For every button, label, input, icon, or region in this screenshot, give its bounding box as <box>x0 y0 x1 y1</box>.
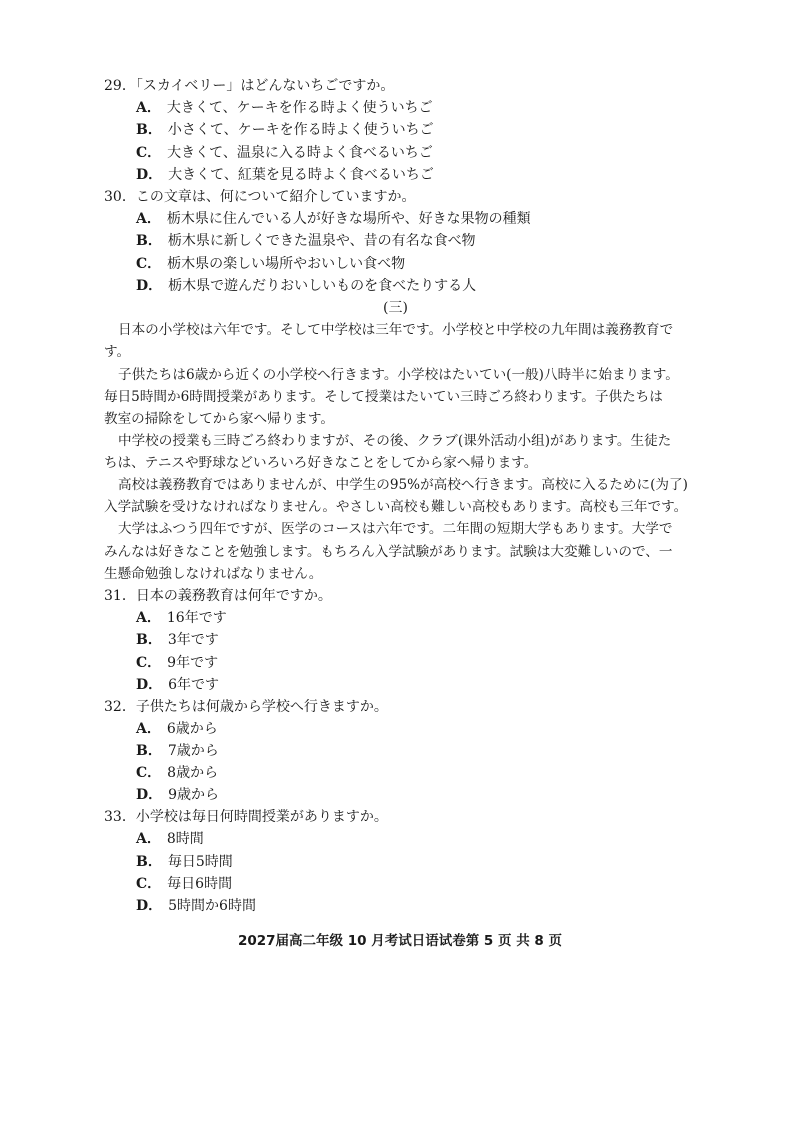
question-30-option-d <box>136 276 476 296</box>
passage-line: 子供たちは6歳から近くの小学校へ行きます。小学校はたいてい(一般)八時半に始まります。 <box>118 367 679 383</box>
option-letter: D． <box>136 787 163 803</box>
option-letter: B． <box>136 233 162 249</box>
question-33-option-a <box>136 829 204 849</box>
option-text: 9歳から <box>168 787 220 803</box>
question-29-option-c <box>136 143 433 163</box>
question-29-option-b <box>136 120 434 140</box>
section-title: (三) <box>383 300 408 316</box>
option-text: 毎日6時間 <box>167 876 233 892</box>
question-32-option-a <box>136 719 218 739</box>
question-31-option-a <box>136 608 227 628</box>
option-letter: C． <box>136 145 162 161</box>
option-letter: A． <box>136 610 161 626</box>
option-letter: D． <box>136 278 163 294</box>
option-letter: D． <box>136 677 163 693</box>
option-text: 8時間 <box>166 831 204 847</box>
option-letter: D． <box>136 898 163 914</box>
question-31-option-d <box>136 675 219 695</box>
option-letter: B． <box>136 632 162 648</box>
question-32-stem: 32．子供たちは何歳から学校へ行きますか。 <box>104 699 388 715</box>
option-text: 9年です <box>167 655 219 671</box>
option-text: 6歳から <box>166 721 218 737</box>
question-32-option-c <box>136 763 218 783</box>
passage-line: 高校は義務教育ではありませんが、中学生の95%が高校へ行きます。高校に入るために(为了) <box>118 477 688 493</box>
option-letter: C． <box>136 655 162 671</box>
question-31-option-b <box>136 630 219 650</box>
option-text: 大きくて、紅葉を見る時よく食べるいちご <box>168 167 434 183</box>
question-30-option-c <box>136 254 405 274</box>
option-text: 8歳から <box>167 765 219 781</box>
passage-line: 中学校の授業も三時ごろ終わりますが、その後、クラブ(课外活动小组)があります。生徒た <box>118 433 672 449</box>
option-text: 5時間か6時間 <box>168 898 256 914</box>
option-text: 16年です <box>166 610 227 626</box>
question-31-stem: 31．日本の義務教育は何年ですか。 <box>104 588 332 604</box>
option-letter: A． <box>136 211 161 227</box>
option-text: 3年です <box>167 632 219 648</box>
option-text: 栃木県に住んでいる人が好きな場所や、好きな果物の種類 <box>166 211 531 227</box>
option-letter: A． <box>136 831 161 847</box>
option-letter: B． <box>136 122 162 138</box>
passage-line: 教室の掃除をしてから家へ帰ります。 <box>104 411 335 427</box>
question-30-stem: 30．この文章は、何について紹介していますか。 <box>104 189 416 205</box>
option-letter: B． <box>136 743 162 759</box>
option-text: 毎日5時間 <box>167 854 233 870</box>
question-30-option-b <box>136 231 476 251</box>
passage-line: ちは、テニスや野球などいろいろ好きなことをしてから家へ帰ります。 <box>104 455 538 471</box>
question-33-option-d <box>136 896 256 916</box>
passage-line: みんなは好きなことを勉強します。もちろん入学試験があります。試験は大変難しいので、一 <box>104 544 673 560</box>
option-text: 小さくて、ケーキを作る時よく使ういちご <box>167 122 434 138</box>
option-letter: C． <box>136 256 162 272</box>
passage-line: 入学試験を受けなければなりません。やさしい高校も難しい高校もあります。高校も三年です。 <box>104 499 688 515</box>
option-letter: A． <box>136 721 161 737</box>
question-32-option-d <box>136 785 219 805</box>
option-letter: A． <box>136 100 161 116</box>
option-letter: C． <box>136 765 162 781</box>
option-text: 大きくて、ケーキを作る時よく使ういちご <box>166 100 433 116</box>
passage-line: 毎日5時間か6時間授業があります。そして授業はたいてい三時ごろ終わります。子供たちは <box>104 389 663 405</box>
option-text: 7歳から <box>167 743 219 759</box>
option-text: 6年です <box>168 677 220 693</box>
option-text: 大きくて、温泉に入る時よく食べるいちご <box>167 145 433 161</box>
option-letter: B． <box>136 854 162 870</box>
passage-line: 日本の小学校は六年です。そして中学校は三年です。小学校と中学校の九年間は義務教育で <box>118 322 674 338</box>
option-letter: D． <box>136 167 163 183</box>
question-32-option-b <box>136 741 219 761</box>
passage-line: す。 <box>104 344 131 360</box>
passage-line: 大学はふつう四年ですが、医学のコースは六年です。二年間の短期大学もあります。大学で <box>118 521 673 537</box>
option-text: 栃木県に新しくできた温泉や、昔の有名な食べ物 <box>167 233 476 249</box>
passage-line: 生懸命勉強しなければなりません。 <box>104 566 323 582</box>
question-33-option-b <box>136 852 233 872</box>
option-text: 栃木県で遊んだりおいしいものを食べたりする人 <box>168 278 477 294</box>
option-text: 栃木県の楽しい場所やおいしい食べ物 <box>167 256 406 272</box>
question-31-option-c <box>136 653 218 673</box>
question-30-option-a <box>136 209 531 229</box>
question-33-stem: 33．小学校は毎日何時間授業がありますか。 <box>104 809 388 825</box>
question-29-stem: 29．「スカイベリー」はどんないちごですか。 <box>104 78 395 94</box>
option-letter: C． <box>136 876 162 892</box>
question-29-option-a <box>136 98 433 118</box>
page-footer: 2027届高二年级 10 月考试日语试卷第 5 页 共 8 页 <box>237 933 563 949</box>
question-33-option-c <box>136 874 232 894</box>
question-29-option-d <box>136 165 434 185</box>
